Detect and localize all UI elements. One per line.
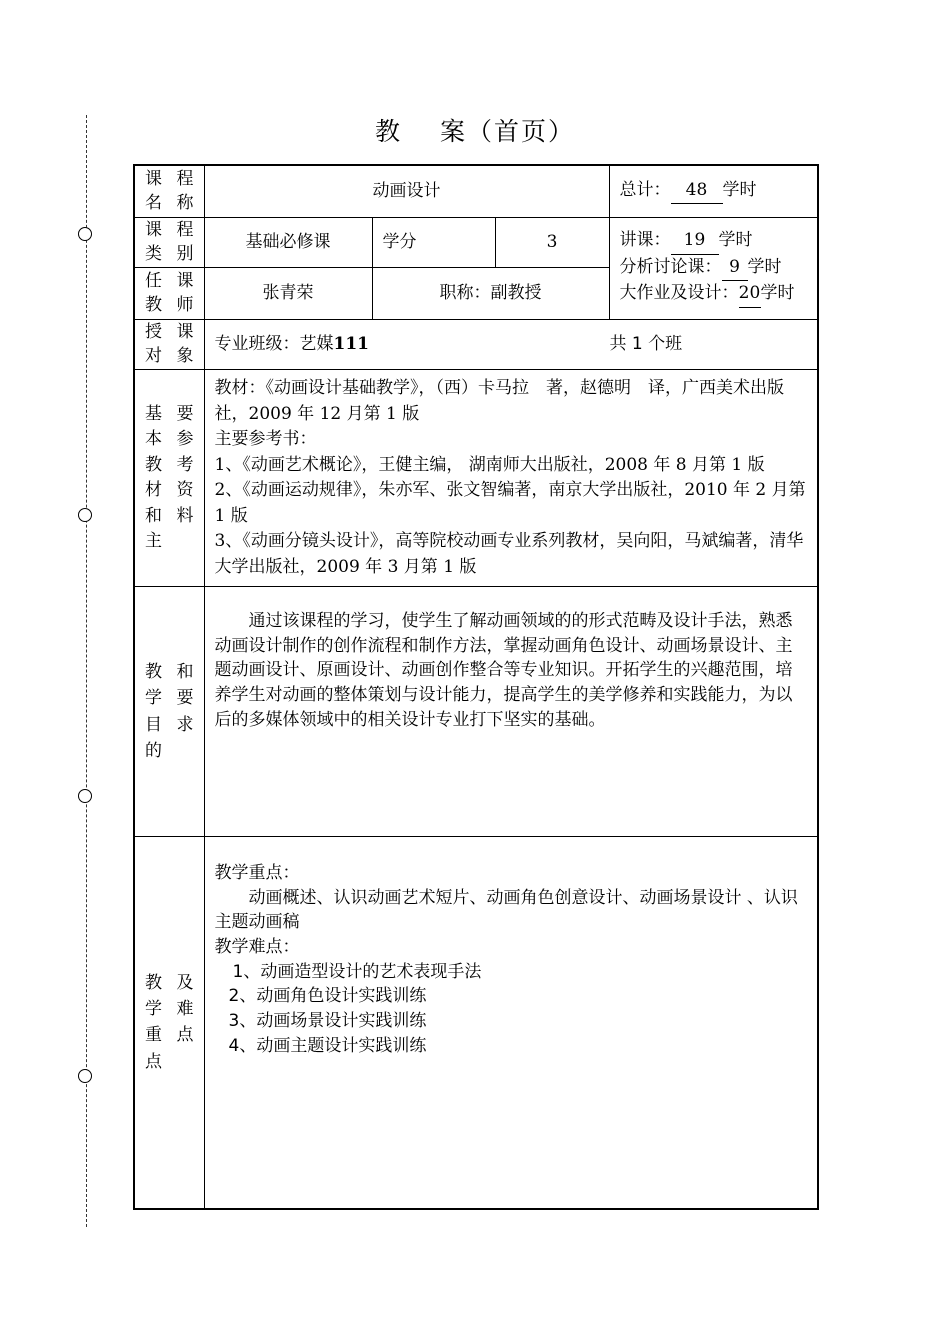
key-points-text: 动画概述、认识动画艺术短片、动画角色创意设计、动画场景设计 、认识主题动画稿 bbox=[214, 887, 798, 933]
row-materials bbox=[134, 370, 818, 587]
references-title: 主要参考书： bbox=[214, 429, 317, 450]
reference-item: 3、《动画分镜头设计》，高等院校动画专业系列教材，吴向阳，马斌编著，清华大学出版社，2009 年 3 月第 1 版 bbox=[214, 531, 804, 577]
row-course-type bbox=[134, 217, 818, 267]
objectives-text: 通过该课程的学习，使学生了解动画领域的的形式范畴及设计手法，熟悉动画设计制作的创作流程和制作方法，掌握动画角色设计、动画场景设计、主题动画设计、原画设计、动画创作整合等专业知识。开拓学生的兴趣范围，培养学生对动画的整体策划与设计能力，提高学生的美学修养和实践能力，为以后的多媒体领域中的相关设计专业打下坚实的基础。 bbox=[214, 611, 793, 730]
assignment-hours: 大作业及设计：20学时 bbox=[620, 281, 808, 308]
materials-content bbox=[204, 370, 818, 587]
course-name-value: 动画设计 bbox=[204, 165, 609, 217]
class-count: 共 1 个班 bbox=[609, 334, 683, 355]
difficulty-item: 4、动画主题设计实践训练 bbox=[228, 1035, 427, 1056]
row-objectives bbox=[134, 587, 818, 837]
total-hours: 总计： 48 学时 bbox=[609, 165, 818, 217]
label-teacher: 任 课 教 师 bbox=[134, 267, 204, 319]
key-points-title: 教学重点： bbox=[214, 863, 300, 884]
course-type-value: 基础必修课 bbox=[204, 217, 372, 267]
binding-hole bbox=[78, 508, 92, 522]
binding-hole bbox=[78, 227, 92, 241]
objectives-content bbox=[204, 587, 818, 837]
credit-value: 3 bbox=[495, 217, 609, 267]
label-materials: 基 要 本 参 教 考 材 资 和 料 主 bbox=[134, 370, 204, 587]
difficulties-title: 教学难点： bbox=[214, 936, 300, 957]
key-points-content bbox=[204, 837, 818, 1209]
discussion-hours: 分析讨论课： 9 学时 bbox=[620, 255, 808, 282]
hours-breakdown bbox=[609, 217, 818, 319]
difficulty-item: 2、动画角色设计实践训练 bbox=[228, 986, 427, 1007]
binding-hole bbox=[78, 1069, 92, 1083]
difficulty-item: 1、动画造型设计的艺术表现手法 bbox=[232, 961, 482, 982]
reference-item: 1、《动画艺术概论》，王健主编， 湖南师大出版社，2008 年 8 月第 1 版 bbox=[214, 454, 765, 475]
label-objectives: 教 和 学 要 目 求 的 bbox=[134, 587, 204, 837]
textbook-line: 教材：《动画设计基础教学》，（西）卡马拉 著，赵德明 译，广西美术出版社，2009 年 12 月第 1 版 bbox=[214, 378, 784, 424]
credit-label: 学分 bbox=[372, 217, 495, 267]
binding-hole bbox=[78, 789, 92, 803]
row-target bbox=[134, 319, 818, 369]
row-course-name bbox=[134, 165, 818, 217]
difficulty-item: 3、动画场景设计实践训练 bbox=[228, 1010, 427, 1031]
lecture-hours: 讲课： 19 学时 bbox=[620, 228, 808, 255]
target-class: 专业班级：艺媒111 共 1 个班 bbox=[204, 319, 818, 369]
page-title: 教 案（首页） bbox=[374, 117, 576, 146]
teacher-title: 职称：副教授 bbox=[372, 267, 609, 319]
binding-line bbox=[86, 115, 87, 1227]
lesson-plan-table bbox=[133, 164, 819, 1210]
row-key-points bbox=[134, 837, 818, 1209]
reference-item: 2、《动画运动规律》，朱亦军、张文智编著，南京大学出版社，2010 年 2 月第 1 版 bbox=[214, 480, 806, 526]
teacher-name: 张青荣 bbox=[204, 267, 372, 319]
label-course-name: 课 程 名 称 bbox=[134, 165, 204, 217]
label-key-points: 教 及 学 难 重 点 点 bbox=[134, 837, 204, 1209]
label-target: 授 课 对 象 bbox=[134, 319, 204, 369]
label-course-type: 课 程 类 别 bbox=[134, 217, 204, 267]
